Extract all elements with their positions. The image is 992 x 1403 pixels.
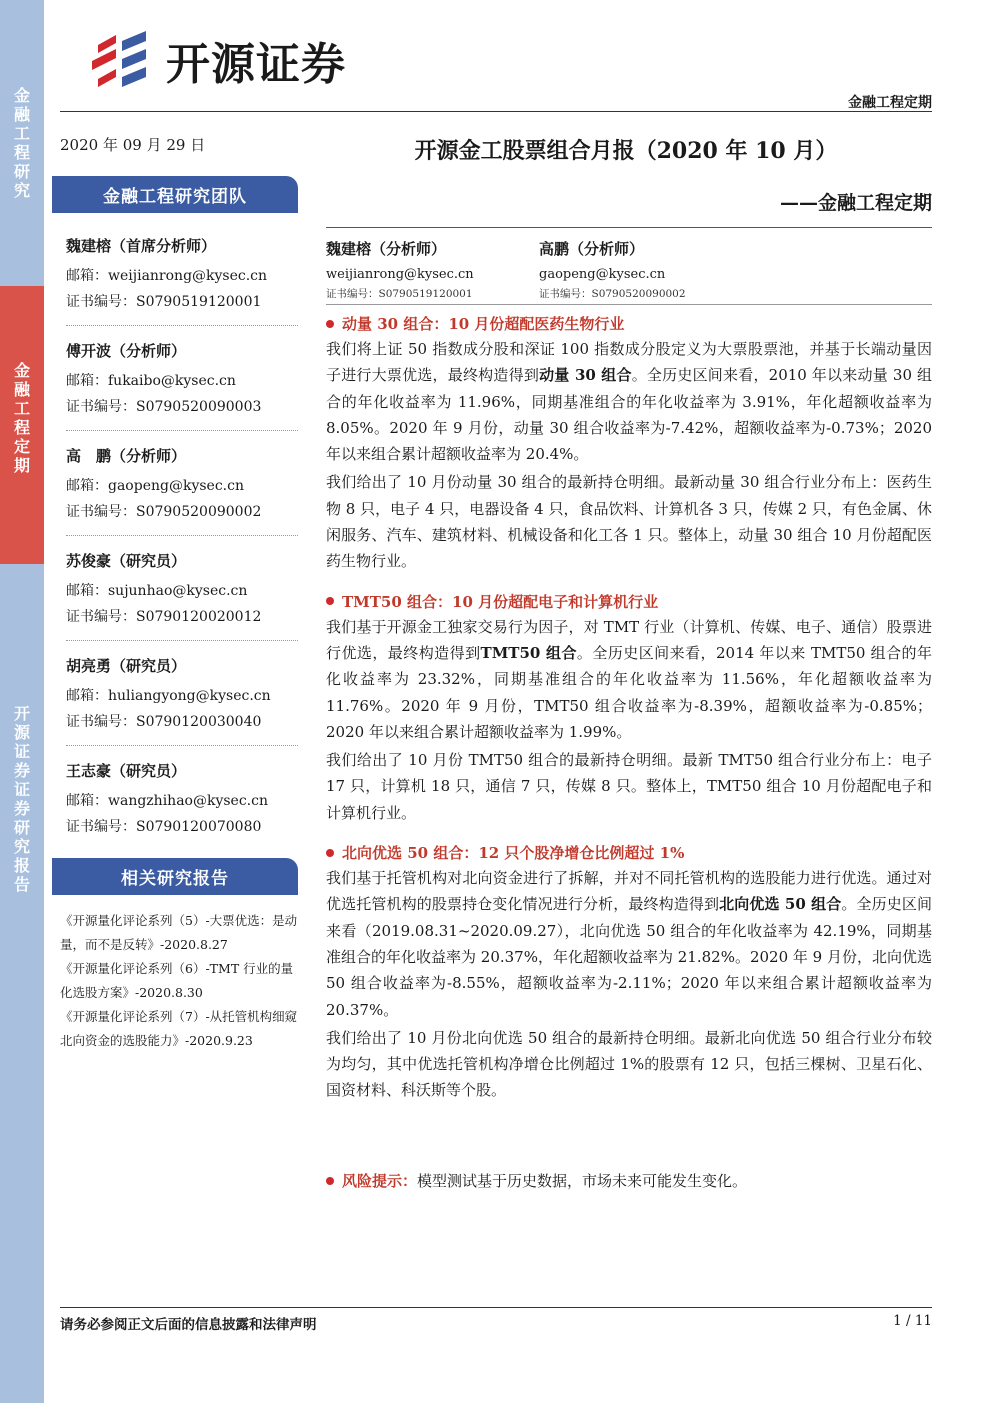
member-email: 邮箱：fukaibo@kysec.cn — [66, 373, 236, 389]
member-cert: 证书编号：S0790120070080 — [66, 819, 262, 835]
risk-text: 模型测试基于历史数据，市场未来可能发生变化。 — [417, 1172, 748, 1190]
section-paragraph: 我们将上证 50 指数成分股和深证 100 指数成分股定义为大票股票池，并基于长端动量因子进行大票优选，最终构造得到动量 30 组合。全历史区间来看，2010 年以来动量 30 组合的年化收益率为 11.96%，同期基准组合的年化收益率为 3.91%，年化超额收益率为 8.05%。2020 年 9 月份，动量 30 组合收益率为-7.42%，超额收益率为-0.73%；2020 年以来组合累计超额收益率为 20.4%。 — [326, 340, 932, 464]
bullet-icon — [326, 320, 334, 328]
logo-mark-icon — [88, 31, 154, 89]
team-member — [52, 550, 298, 630]
section-heading-text: 北向优选 50 组合：12 只个股净增仓比例超过 1% — [342, 844, 685, 863]
author-name: 高鹏（分析师） — [539, 240, 645, 258]
member-name: 王志豪（研究员） — [66, 762, 187, 780]
author-email[interactable]: weijianrong@kysec.cn — [326, 267, 474, 282]
related-heading: 相关研究报告 — [52, 858, 298, 895]
header-divider — [60, 111, 932, 112]
bullet-icon — [326, 1177, 334, 1185]
author-cert: 证书编号：S0790520090002 — [539, 288, 686, 300]
member-cert: 证书编号：S0790520090002 — [66, 504, 262, 520]
section-heading-text: TMT50 组合：10 月份超配电子和计算机行业 — [342, 592, 659, 611]
report-subtitle: ——金融工程定期 — [779, 192, 932, 214]
member-name: 苏俊豪（研究员） — [66, 552, 187, 570]
related-report-link[interactable]: 《开源量化评论系列（7）-从托管机构细窥北向资金的选股能力》-2020.9.23 — [60, 1009, 298, 1048]
side-strip — [0, 0, 44, 1403]
member-name: 胡亮勇（研究员） — [66, 657, 187, 675]
team-member — [52, 445, 298, 525]
related-reports-list — [52, 909, 298, 1053]
related-report-link[interactable]: 《开源量化评论系列（5）-大票优选：是动量，而不是反转》-2020.8.27 — [60, 913, 298, 952]
divider — [66, 535, 298, 536]
section-heading-text: 动量 30 组合：10 月份超配医药生物行业 — [342, 315, 625, 333]
member-cert: 证书编号：S0790120030040 — [66, 714, 262, 730]
bullet-icon — [326, 849, 334, 857]
side-segment-periodic — [0, 286, 44, 564]
left-column — [52, 176, 298, 1053]
member-cert: 证书编号：S0790520090003 — [66, 399, 262, 415]
side-segment-research — [0, 0, 44, 286]
member-name: 魏建榕（首席分析师） — [66, 237, 217, 255]
divider — [66, 640, 298, 641]
risk-label: 风险提示： — [342, 1172, 418, 1190]
team-member — [52, 340, 298, 420]
section-paragraph: 我们给出了 10 月份北向优选 50 组合的最新持仓明细。最新北向优选 50 组合行业分布较为均匀，其中优选托管机构净增仓比例超过 1%的股票有 12 只，包括三棵树、卫星石化、国资材料、科沃斯等个股。 — [326, 1028, 932, 1100]
author-name: 魏建榕（分析师） — [326, 240, 447, 258]
page-number: 1 / 11 — [893, 1313, 932, 1329]
author — [326, 238, 474, 301]
section-paragraph: 我们基于托管机构对北向资金进行了拆解，并对不同托管机构的选股能力进行优选。通过对优选托管机构的股票持仓变化情况进行分析，最终构造得到北向优选 50 组合。全历史区间来看（2019.08.31~2020.09.27），北向优选 50 组合的年化收益率为 42.19%，同期基准组合的年化收益率为 20.37%，年化超额收益率为 21.82%。2020 年 9 月份，北向优选 50 组合收益率为-8.55%，超额收益率为-2.11%；2020 年以来组合累计超额收益率为 20.37%。 — [326, 869, 932, 1019]
section-paragraph: 我们基于开源金工独家交易行为因子，对 TMT 行业（计算机、传媒、电子、通信）股票进行优选，最终构造得到TMT50 组合。全历史区间来看，2014 年以来 TMT50 组合的年化收益率为 23.32%，同期基准组合的年化收益率为 11.56%，年化超额收益率为 11.76%。2020 年 9 月份，TMT50 组合收益率为-8.39%，超额收益率为-0.85%；2020 年以来组合累计超额收益率为 1.99%。 — [326, 617, 932, 741]
member-cert: 证书编号：S0790120020012 — [66, 609, 262, 625]
divider — [66, 745, 298, 746]
member-name: 高 鹏（分析师） — [66, 447, 187, 465]
team-member — [52, 235, 298, 315]
report-title: 开源金工股票组合月报（2020 年 10 月） — [414, 138, 838, 164]
team-member — [52, 655, 298, 735]
team-member — [52, 760, 298, 840]
author-cert: 证书编号：S0790519120001 — [326, 288, 473, 300]
member-name: 傅开波（分析师） — [66, 342, 187, 360]
section-heading — [326, 842, 932, 863]
member-email: 邮箱：huliangyong@kysec.cn — [66, 688, 271, 704]
bullet-icon — [326, 597, 334, 605]
title-divider — [326, 227, 932, 228]
side-label: 金融工程定期 — [13, 361, 30, 475]
side-segment-brand — [0, 564, 44, 1403]
author-email[interactable]: gaopeng@kysec.cn — [539, 267, 666, 282]
report-date: 2020 年 09 月 29 日 — [60, 136, 206, 154]
side-label: 金融工程研究 — [13, 86, 30, 200]
author — [539, 238, 686, 301]
header-category: 金融工程定期 — [848, 95, 932, 111]
report-body — [326, 313, 932, 1104]
divider — [66, 430, 298, 431]
member-email: 邮箱：weijianrong@kysec.cn — [66, 268, 268, 284]
divider — [66, 325, 298, 326]
team-heading: 金融工程研究团队 — [52, 176, 298, 213]
member-email: 邮箱：gaopeng@kysec.cn — [66, 478, 244, 494]
footer-disclaimer: 请务必参阅正文后面的信息披露和法律声明 — [60, 1317, 317, 1333]
brand-logo — [88, 30, 346, 90]
footer-divider — [60, 1307, 932, 1308]
section-heading — [326, 313, 932, 334]
section-paragraph: 我们给出了 10 月份 TMT50 组合的最新持仓明细。最新 TMT50 组合行业分布上：电子 17 只，计算机 18 只，通信 7 只，传媒 8 只。整体上，TMT50 组合 10 月份超配电子和计算机行业。 — [326, 751, 932, 822]
side-label: 开源证券 证券研究报告 — [13, 704, 30, 894]
brand-name: 开源证券 — [166, 39, 346, 90]
section-heading — [326, 591, 932, 612]
section-paragraph: 我们给出了 10 月份动量 30 组合的最新持仓明细。最新动量 30 组合行业分布上：医药生物 8 只，电子 4 只，电器设备 4 只，食品饮料、计算机各 3 只，传媒 2 只，有色金属、休闲服务、汽车、建筑材料、机械设备和化工各 1 只。整体上，动量 30 组合 10 月份超配医药生物行业。 — [326, 473, 932, 571]
member-email: 邮箱：wangzhihao@kysec.cn — [66, 793, 268, 809]
member-cert: 证书编号：S0790519120001 — [66, 294, 262, 310]
member-email: 邮箱：sujunhao@kysec.cn — [66, 583, 248, 599]
authors-divider — [326, 304, 932, 305]
related-report-link[interactable]: 《开源量化评论系列（6）-TMT 行业的量化选股方案》-2020.8.30 — [60, 961, 294, 1000]
risk-notice — [326, 1170, 747, 1191]
